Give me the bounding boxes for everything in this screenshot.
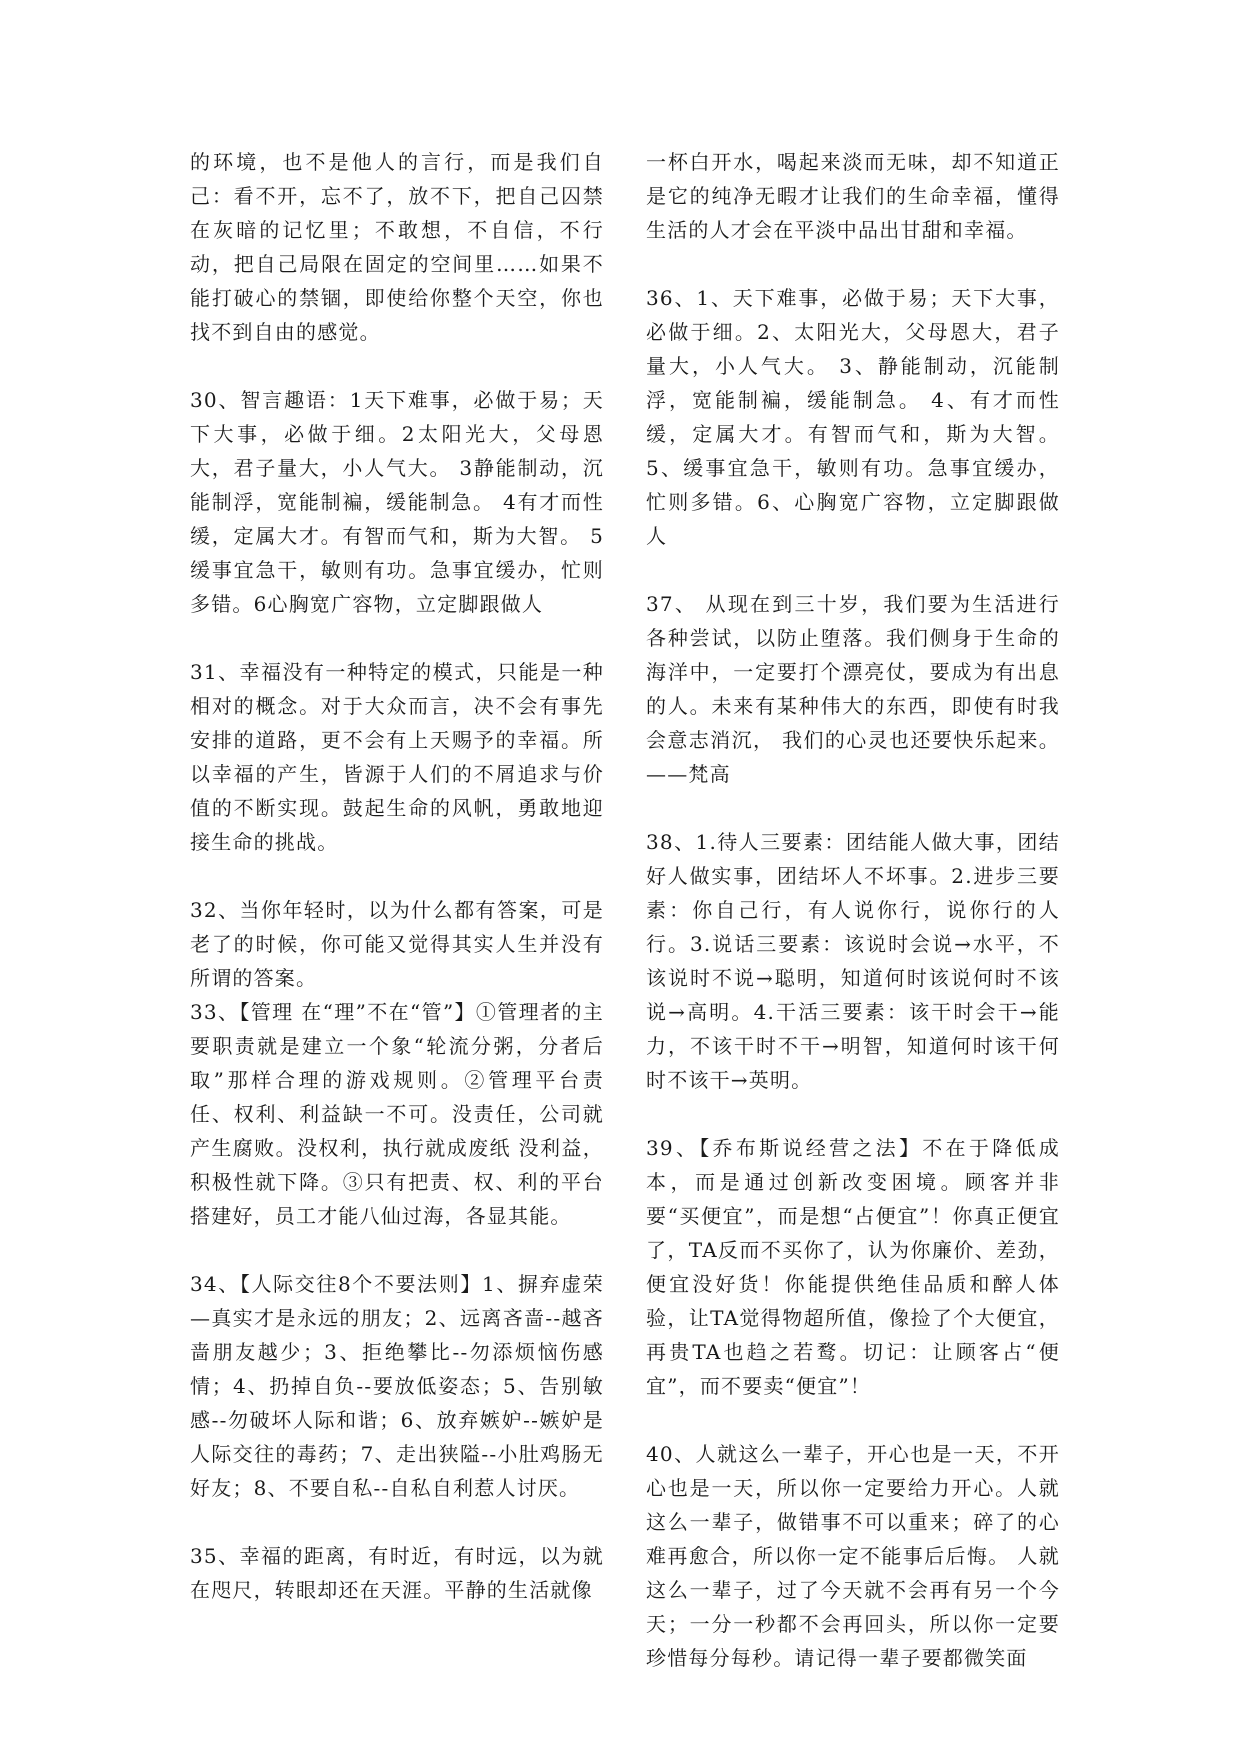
paragraph-36: 36、1、天下难事，必做于易；天下大事，必做于细。2、太阳光大，父母恩大，君子量大，小人气大。 3、静能制动，沉能制浮，宽能制褊，缓能制急。 4、有才而性缓，定属大才。有智而气和，斯为大智。 5、缓事宜急干，敏则有功。急事宜缓办，忙则多错。6、心胸宽广容物，立定脚跟做人 (646, 286, 1060, 548)
paragraph-39: 39、【乔布斯说经营之法】不在于降低成本，而是通过创新改变困境。顾客并非要“买便宜”，而是想“占便宜”！你真正便宜了，TA反而不买你了，认为你廉价、差劲，便宜没好货！你能提供绝佳品质和醉人体验，让TA觉得物超所值，像捡了个大便宜，再贵TA也趋之若鹜。切记：让顾客占“便宜”，而不要卖“便宜”！ (646, 1136, 1060, 1398)
paragraph-33: 33、【管理 在“理”不在“管”】①管理者的主要职责就是建立一个象“轮流分粥，分者后取”那样合理的游戏规则。②管理平台责任、权利、利益缺一不可。没责任，公司就产生腐败。没权利，执行就成废纸 没利益，积极性就下降。③只有把责、权、利的平台搭建好，员工才能八仙过海，各显其能。 (190, 1000, 604, 1228)
paragraph-38: 38、1.待人三要素：团结能人做大事，团结好人做实事，团结坏人不坏事。2.进步三要素：你自己行，有人说你行，说你行的人行。3.说话三要素：该说时会说→水平，不该说时不说→聪明，知道何时该说何时不该说→高明。4.干活三要素：该干时会干→能力，不该干时不干→明智，知道何时该干何时不该干→英明。 (646, 830, 1060, 1092)
paragraph-35-continued: 一杯白开水，喝起来淡而无味，却不知道正是它的纯净无暇才让我们的生命幸福，懂得生活的人才会在平淡中品出甘甜和幸福。 (646, 150, 1060, 242)
paragraph-32: 32、当你年轻时，以为什么都有答案，可是老了的时候，你可能又觉得其实人生并没有所谓的答案。 (190, 898, 604, 990)
left-column (190, 145, 604, 1607)
paragraph-37: 37、 从现在到三十岁，我们要为生活进行各种尝试，以防止堕落。我们侧身于生命的海洋中，一定要打个漂亮仗，要成为有出息的人。未来有某种伟大的东西，即使有时我会意志消沉， 我们的心灵也还要快乐起来。——梵高 (646, 592, 1060, 786)
paragraph-34: 34、【人际交往8个不要法则】1、摒弃虚荣—真实才是永远的朋友；2、远离吝啬--越吝啬朋友越少；3、拒绝攀比--勿添烦恼伤感情；4、扔掉自负--要放低姿态；5、告别敏感--勿破坏人际和谐；6、放弃嫉妒--嫉妒是人际交往的毒药；7、走出狭隘--小肚鸡肠无好友；8、不要自私--自私自利惹人讨厌。 (190, 1272, 604, 1500)
paragraph-30: 30、智言趣语：1天下难事，必做于易；天下大事，必做于细。2太阳光大，父母恩大，君子量大，小人气大。 3静能制动，沉能制浮，宽能制褊，缓能制急。 4有才而性缓，定属大才。有智而气和，斯为大智。 5缓事宜急干，敏则有功。急事宜缓办，忙则多错。6心胸宽广容物，立定脚跟做人 (190, 388, 604, 616)
right-column (646, 145, 1060, 1675)
paragraph-40: 40、人就这么一辈子，开心也是一天，不开心也是一天，所以你一定要给力开心。人就这么一辈子，做错事不可以重来；碎了的心难再愈合，所以你一定不能事后后悔。 人就这么一辈子，过了今天就不会再有另一个今天；一分一秒都不会再回头，所以你一定要珍惜每分每秒。请记得一辈子要都微笑面 (646, 1442, 1060, 1670)
paragraph-35: 35、幸福的距离，有时近，有时远，以为就在咫尺，转眼却还在天涯。平静的生活就像 (190, 1544, 604, 1602)
paragraph-29-continued: 的环境，也不是他人的言行，而是我们自己：看不开，忘不了，放不下，把自己囚禁在灰暗的记忆里；不敢想，不自信，不行动，把自己局限在固定的空间里……如果不能打破心的禁锢，即使给你整个天空，你也找不到自由的感觉。 (190, 150, 604, 344)
paragraph-31: 31、幸福没有一种特定的模式，只能是一种相对的概念。对于大众而言，决不会有事先安排的道路，更不会有上天赐予的幸福。所以幸福的产生，皆源于人们的不屑追求与价值的不断实现。鼓起生命的风帆，勇敢地迎接生命的挑战。 (190, 660, 604, 854)
